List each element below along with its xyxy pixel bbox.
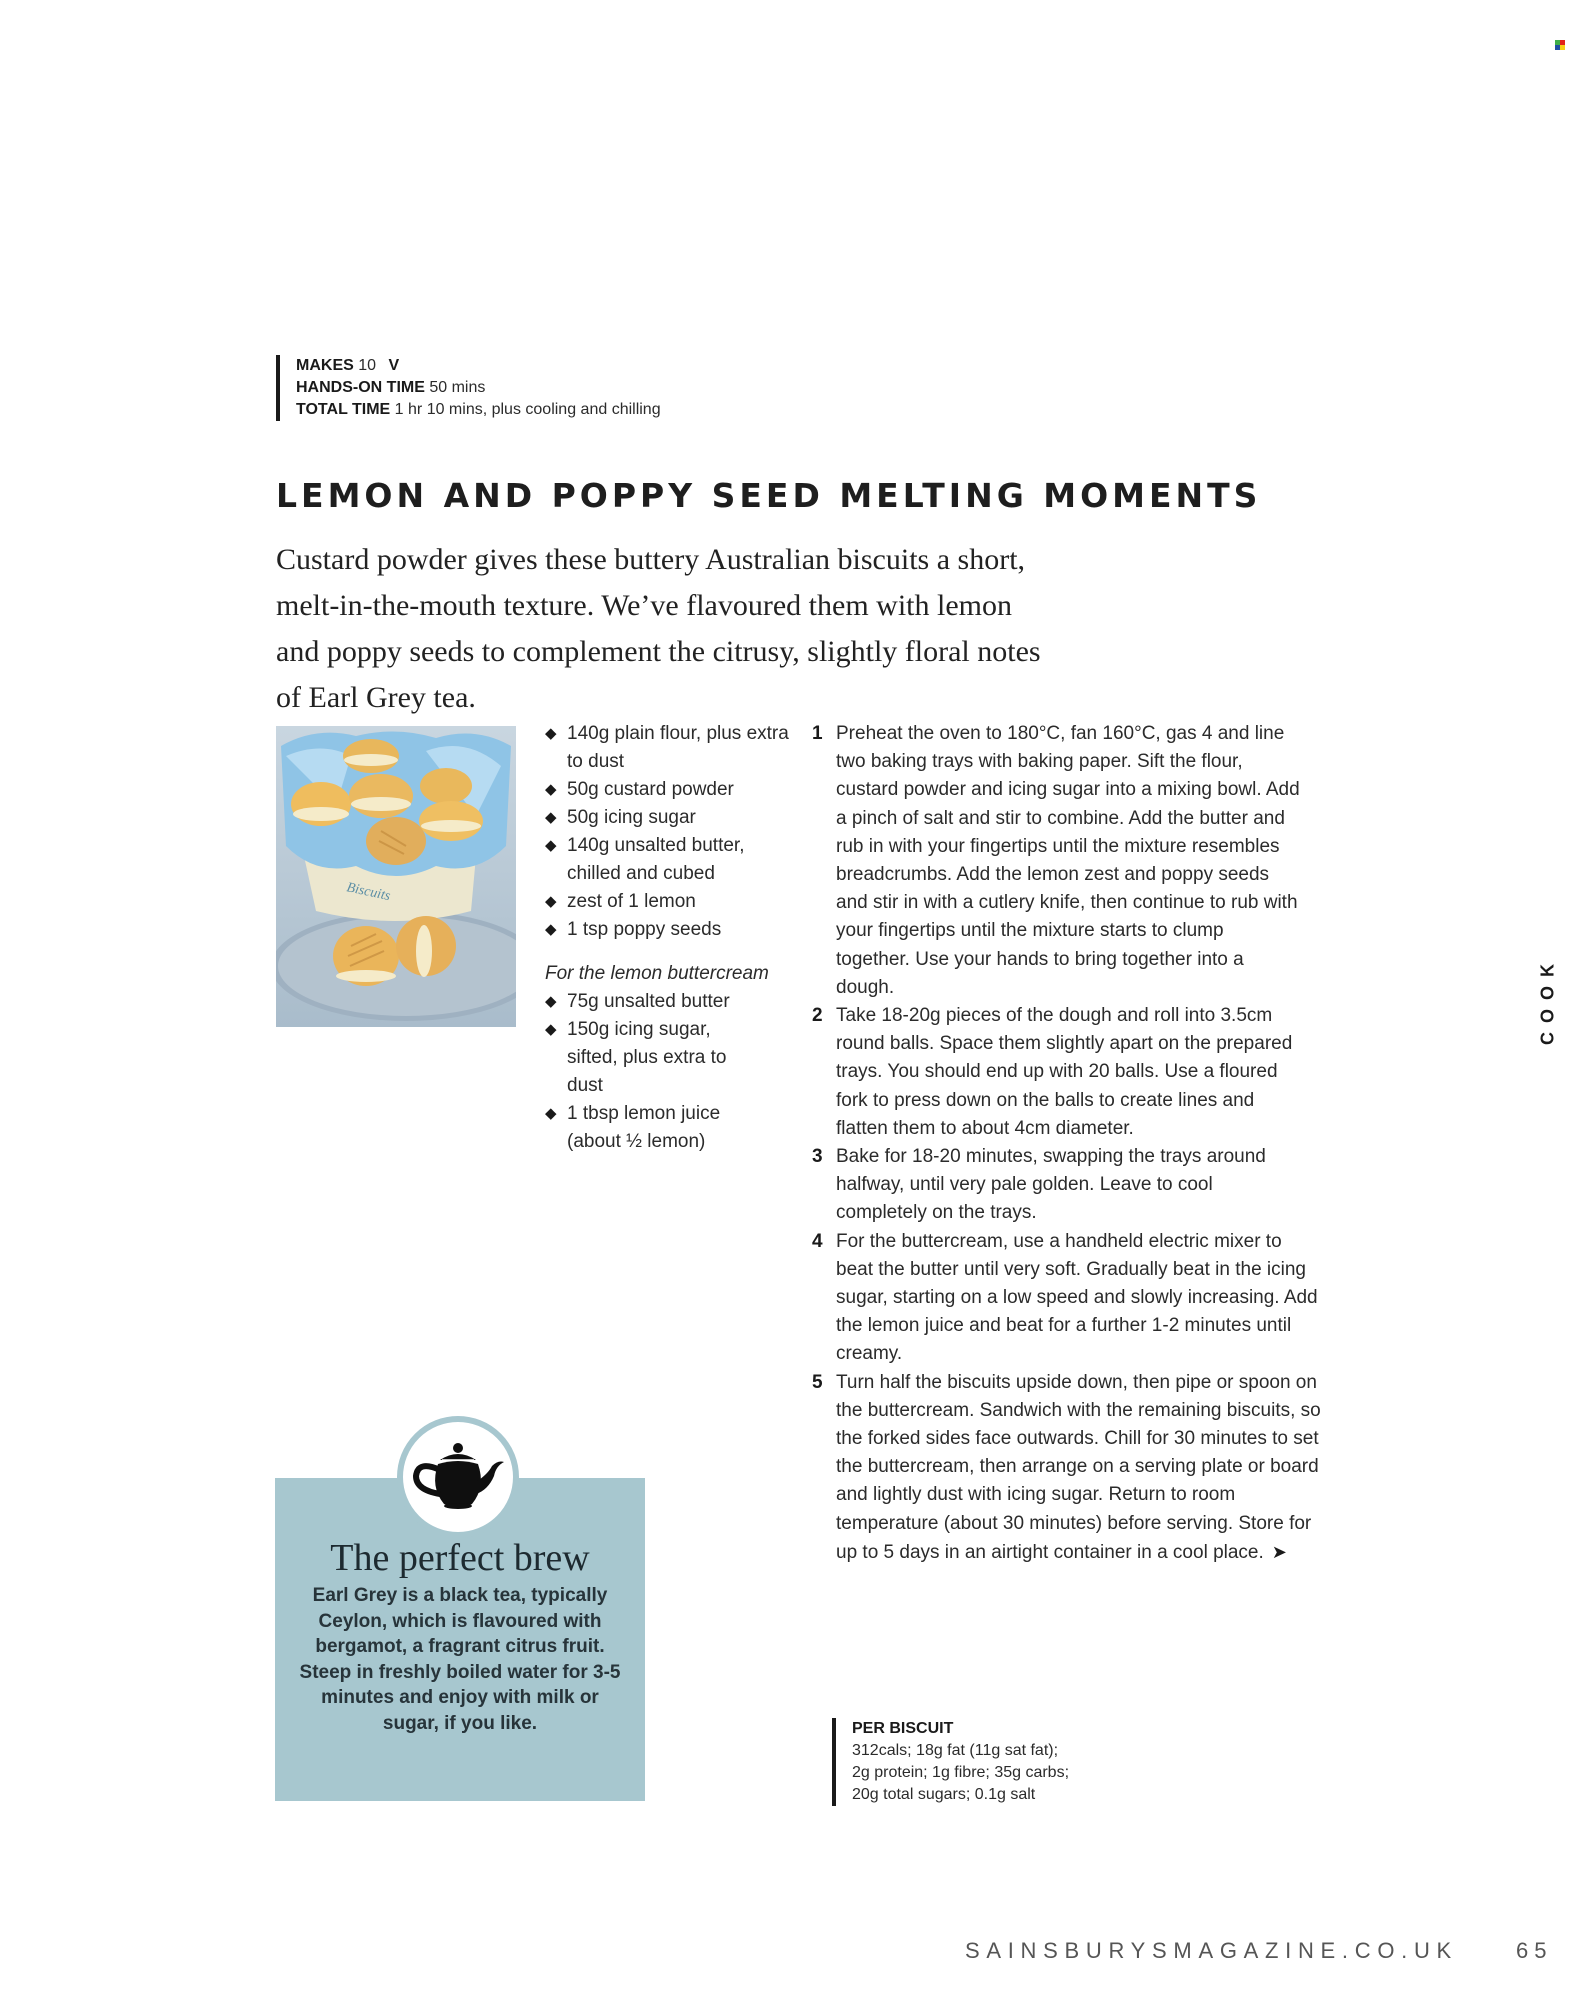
method-step bbox=[812, 720, 1302, 1002]
buttercream-subheading: For the lemon buttercream bbox=[545, 963, 769, 984]
total-time-label: TOTAL TIME bbox=[296, 401, 391, 418]
method-step bbox=[812, 1143, 1292, 1228]
ingredient-item: ◆ 1 tbsp lemon juice (about ½ lemon) bbox=[545, 1100, 745, 1156]
diamond-bullet-icon: ◆ bbox=[545, 837, 557, 854]
diamond-bullet-icon: ◆ bbox=[545, 893, 557, 910]
ingredient-item: ◆ 140g plain flour, plus extra to dust bbox=[545, 720, 795, 776]
step-number: 5 bbox=[812, 1371, 823, 1393]
hands-on-label: HANDS-ON TIME bbox=[296, 379, 425, 396]
method-step bbox=[812, 1002, 1302, 1143]
ingredient-item: ◆ 75g unsalted butter bbox=[545, 988, 795, 1016]
nutrition-info bbox=[832, 1718, 1069, 1806]
hands-on-row bbox=[296, 377, 661, 399]
svg-text:Biscuits: Biscuits bbox=[345, 880, 392, 905]
diamond-bullet-icon: ◆ bbox=[545, 993, 557, 1010]
diamond-bullet-icon: ◆ bbox=[545, 725, 557, 742]
recipe-title: LEMON AND POPPY SEED MELTING MOMENTS bbox=[276, 476, 1262, 515]
step-number: 3 bbox=[812, 1146, 823, 1168]
tip-title: The perfect brew bbox=[330, 1537, 590, 1579]
method-step bbox=[812, 1369, 1322, 1567]
ingredient-item: ◆ 140g unsalted butter, chilled and cubed bbox=[545, 832, 795, 888]
method-steps bbox=[812, 720, 1322, 1567]
makes-label: MAKES bbox=[296, 357, 354, 374]
vegetarian-badge: V bbox=[388, 357, 400, 374]
continue-arrow-icon: ➤ bbox=[1271, 1541, 1287, 1562]
page-number: 65 bbox=[1516, 1938, 1553, 1963]
nutrition-line: 312cals; 18g fat (11g sat fat); bbox=[852, 1742, 1059, 1759]
ingredients-list bbox=[545, 720, 795, 1156]
makes-value: 10 bbox=[358, 357, 377, 374]
diamond-bullet-icon: ◆ bbox=[545, 1105, 557, 1122]
ingredient-item: ◆ 150g icing sugar, sifted, plus extra to dust bbox=[545, 1016, 735, 1100]
ingredient-item: ◆ 1 tsp poppy seeds bbox=[545, 916, 795, 944]
step-text: For the buttercream, use a handheld electric mixer to beat the butter until very soft. Gradually beat in the icing sugar, starting on a low speed and slowly increasing. Add the lemon juice and beat for a further 1-2 minutes until creamy. bbox=[836, 1230, 1318, 1365]
diamond-bullet-icon: ◆ bbox=[545, 781, 557, 798]
section-label bbox=[1538, 950, 1558, 1050]
diamond-bullet-icon: ◆ bbox=[545, 921, 557, 938]
tip-icon-badge bbox=[397, 1416, 519, 1538]
diamond-bullet-icon: ◆ bbox=[545, 809, 557, 826]
footer-website: SAINSBURYSMAGAZINE.CO.UK bbox=[965, 1938, 1458, 1963]
nutrition-line: 20g total sugars; 0.1g salt bbox=[852, 1786, 1036, 1803]
step-text: Bake for 18-20 minutes, swapping the trays around halfway, until very pale golden. Leave to cool completely on the trays. bbox=[836, 1146, 1266, 1224]
total-time-row bbox=[296, 399, 661, 421]
section-label-text: COOK bbox=[1537, 955, 1558, 1045]
step-number: 4 bbox=[812, 1230, 823, 1252]
ingredient-item: ◆ 50g custard powder bbox=[545, 776, 795, 804]
ingredient-item: ◆ 50g icing sugar bbox=[545, 804, 795, 832]
recipe-meta bbox=[276, 355, 661, 421]
step-text: Take 18-20g pieces of the dough and roll into 3.5cm round balls. Space them slightly apart on the prepared trays. You should end up with 20 balls. Use a floured fork to press down on the balls to create lines and flatten them to about 4cm diameter. bbox=[836, 1005, 1293, 1139]
step-text: Preheat the oven to 180°C, fan 160°C, gas 4 and line two baking trays with baking paper. Sift the flour, custard powder and icing sugar into a mixing bowl. Add a pinch of salt and stir to combine. Add the butter and rub in with your fingertips until the mixture resembles breadcrumbs. Add the lemon zest and poppy seeds and stir in with a cutlery knife, then continue to rub with your fingertips until the mixture starts to clump together. Use your hands to bring together into a dough. bbox=[836, 723, 1300, 998]
nutrition-line: 2g protein; 1g fibre; 35g carbs; bbox=[852, 1764, 1070, 1781]
step-text: Turn half the biscuits upside down, then pipe or spoon on the buttercream. Sandwich with the remaining biscuits, so the forked sides face outwards. Chill for 30 minutes to set the buttercream, then arrange on a serving plate or board and lightly dust with icing sugar. Return to room temperature (about 30 minutes) before serving. Store for up to 5 days in an airtight container in a cool place. bbox=[836, 1371, 1321, 1563]
makes-row bbox=[296, 355, 661, 377]
biscuit-tin-image bbox=[276, 726, 516, 1027]
hands-on-value: 50 mins bbox=[429, 379, 486, 396]
ingredient-item: ◆ zest of 1 lemon bbox=[545, 888, 795, 916]
nutrition-label: PER BISCUIT bbox=[852, 1720, 954, 1737]
recipe-photo bbox=[276, 726, 516, 1027]
tip-body: Earl Grey is a black tea, typically Ceylon, which is flavoured with bergamot, a fragrant citrus fruit. Steep in freshly boiled water for 3-5 minutes and enjoy with milk or sugar, if you like. bbox=[299, 1585, 621, 1734]
teapot-icon bbox=[410, 1442, 506, 1512]
recipe-intro: Custard powder gives these buttery Australian biscuits a short, melt-in-the-mouth texture. We’ve flavoured them with lemon and poppy seeds to complement the citrusy, slightly floral notes of Earl Grey tea. bbox=[276, 543, 1041, 714]
brand-logo-icon bbox=[1555, 40, 1565, 50]
diamond-bullet-icon: ◆ bbox=[545, 1021, 557, 1038]
method-step bbox=[812, 1228, 1322, 1369]
total-time-value: 1 hr 10 mins, plus cooling and chilling bbox=[394, 401, 661, 418]
step-number: 2 bbox=[812, 1005, 823, 1027]
step-number: 1 bbox=[812, 723, 823, 744]
